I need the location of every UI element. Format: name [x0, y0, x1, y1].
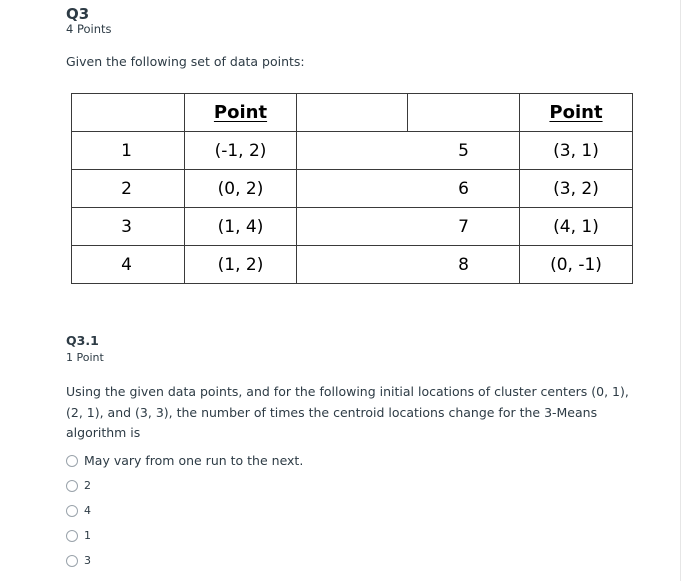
point-id: 6 — [297, 170, 520, 208]
point-id: 2 — [72, 170, 185, 208]
answer-option-label: 1 — [84, 529, 91, 542]
table-header-cell — [297, 94, 408, 132]
subquestion-points: 1 Point — [66, 351, 104, 364]
point-id: 1 — [72, 132, 185, 170]
answer-option[interactable] — [66, 473, 303, 498]
table-header-cell — [408, 94, 520, 132]
table-header-cell: Point — [185, 94, 297, 132]
point-id: 4 — [72, 246, 185, 284]
table-row — [72, 132, 633, 170]
page-divider — [680, 0, 681, 581]
subquestion-text: Using the given data points, and for the following initial locations of cluster centers (0, 1), (2, 1), and (3, 3), the number of times the centroid locations change for the 3-Means algorithm is — [66, 384, 629, 440]
point-id: 8 — [297, 246, 520, 284]
answer-option-label: 2 — [84, 479, 91, 492]
answer-option-label: 4 — [84, 504, 91, 517]
table-header-row — [72, 94, 633, 132]
radio-button[interactable] — [66, 530, 78, 542]
table-row — [72, 208, 633, 246]
radio-button[interactable] — [66, 480, 78, 492]
table-row — [72, 170, 633, 208]
point-id: 3 — [72, 208, 185, 246]
point-id: 7 — [297, 208, 520, 246]
point-coords: (0, -1) — [520, 246, 633, 284]
answer-option-label: 3 — [84, 554, 91, 567]
point-coords: (3, 1) — [520, 132, 633, 170]
point-coords: (4, 1) — [520, 208, 633, 246]
radio-button[interactable] — [66, 505, 78, 517]
answer-option[interactable] — [66, 498, 303, 523]
question-prompt: Given the following set of data points: — [66, 54, 305, 69]
point-coords: (1, 4) — [185, 208, 297, 246]
radio-button[interactable] — [66, 455, 78, 467]
answer-option-label: May vary from one run to the next. — [84, 453, 304, 468]
answer-options — [66, 448, 303, 573]
data-points-table — [71, 93, 633, 284]
answer-option[interactable] — [66, 448, 303, 473]
table-row — [72, 246, 633, 284]
table-header-cell: Point — [520, 94, 633, 132]
question-title: Q3 — [66, 5, 90, 23]
point-coords: (-1, 2) — [185, 132, 297, 170]
point-id: 5 — [297, 132, 520, 170]
point-coords: (0, 2) — [185, 170, 297, 208]
subquestion-title: Q3.1 — [66, 333, 99, 348]
answer-option[interactable] — [66, 548, 303, 573]
point-coords: (3, 2) — [520, 170, 633, 208]
answer-option[interactable] — [66, 523, 303, 548]
radio-button[interactable] — [66, 555, 78, 567]
point-coords: (1, 2) — [185, 246, 297, 284]
question-points: 4 Points — [66, 22, 112, 36]
table-header-cell — [72, 94, 185, 132]
